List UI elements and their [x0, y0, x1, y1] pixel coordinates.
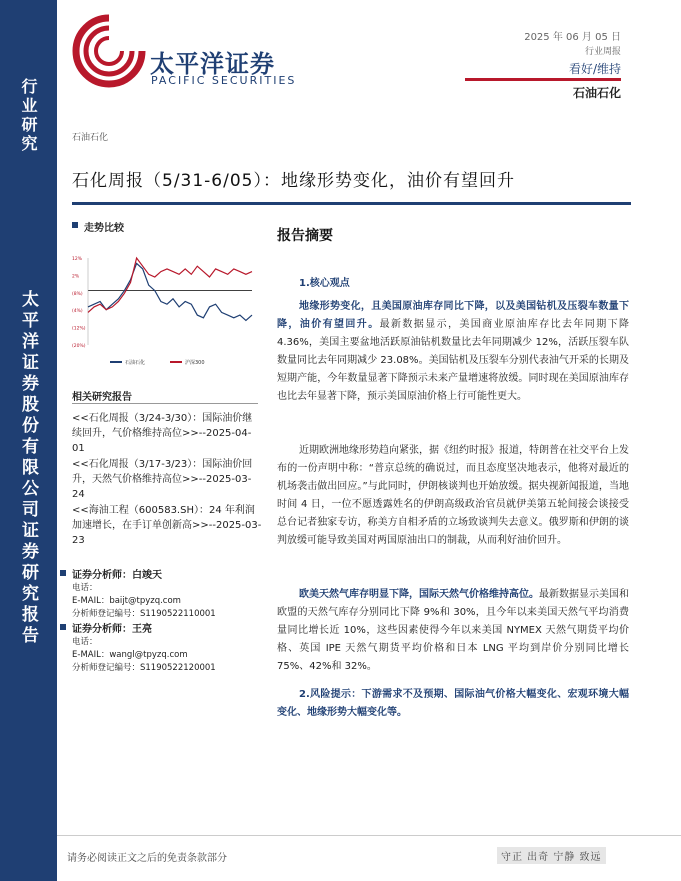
related-title: 相关研究报告 — [72, 392, 132, 403]
section-heading-1: 1.核心观点 — [299, 278, 350, 289]
analyst-1-email[interactable]: E-MAIL：baijt@tpyzq.com — [72, 596, 181, 606]
analyst-1-phone: 电话： — [72, 583, 98, 593]
footer-motto: 守正 出奇 宁静 致远 — [497, 847, 606, 864]
industry-label: 石油石化 — [572, 86, 621, 100]
paragraph-1-lead: 地缘形势变化，且美国原油库存同比下降，以及美国钻机及压裂车数量下降，油价有望回升。 — [277, 301, 629, 330]
chart-y-tick-label: (4%) — [72, 309, 83, 315]
analyst-1-reg: 分析师登记编号：S1190522110001 — [72, 609, 216, 619]
footer-divider — [57, 835, 681, 836]
chart-y-tick-label: (20%) — [72, 344, 86, 349]
paragraph-2: 近期欧洲地缘形势趋向紧张，据《纽约时报》报道，特朗普在社交平台上发布的一份声明中称：“普京总统的确说过，而且态度坚决地表示，他将对最近的机场袭击做出回应。”与此同时，伊朗核谈判也开始放缓。据央视新闻报道，当地时间 4 日，一位不愿透露姓名的伊朗高级政治官员就伊美第五轮间接会谈接受总台记者独家专访，称美方自相矛盾的立场致谈判失去意义。俄罗斯和伊朗的谈判放缓可能导致美国对两国原油出口的制裁，从而利好油价回升。 — [277, 445, 629, 546]
related-item-2[interactable]: <<石化周报（3/17-3/23）：国际油价回升，天然气价格维持高位>>--2025-03-24 — [72, 459, 253, 500]
paragraph-3-lead: 欧美天然气库存明显下降，国际天然气价格维持高位。 — [299, 589, 539, 600]
paragraph-1 — [277, 298, 629, 406]
chart-y-tick-label: (8%) — [72, 291, 83, 297]
related-divider — [72, 403, 258, 404]
chart-y-tick-label: (12%) — [72, 326, 86, 332]
summary-title: 报告摘要 — [277, 228, 333, 244]
analyst-2-reg: 分析师登记编号：S1190522120001 — [72, 663, 216, 673]
rating: 看好/维持 — [568, 62, 621, 76]
pacific-logo-icon — [72, 14, 146, 88]
analyst-2-phone: 电话： — [72, 637, 98, 647]
report-type: 行业周报 — [584, 47, 621, 57]
paragraph-3-body: 最新数据显示美国和欧盟的天然气库存分别同比下降 9%和 30%，且今年以来美国天然气平均消费量同比增长近 10%，这些因素使得今年以来美国 NYMEX 天然气期货平均价格、英国 IPE 天然气期货平均价格和日本 LNG 平均到岸价分别同比增长 75%、42%和 32%。 — [277, 589, 629, 672]
related-item-1[interactable]: <<石化周报（3/24-3/30）：国际油价继续回升，气价格维持高位>>--2025-04-01 — [72, 413, 253, 454]
sidebar-bottom-band — [0, 230, 57, 881]
logo-text-cn: 太平洋证券 — [150, 50, 275, 78]
analyst-2-title: 证券分析师：王亮 — [72, 624, 152, 635]
page-title: 石化周报（5/31-6/05）：地缘形势变化，油价有望回升 — [72, 171, 515, 191]
paragraph-3 — [277, 586, 629, 676]
paragraph-1-body: 最新数据显示，美国商业原油库存比去年同期下降 4.36%，美国主要盆地活跃原油钻机数量比去年同期减少 12%，活跃压裂车队数量同比去年同期减少 23.08%。美国钻机及压裂车分别代表油气开采的长期及短期产能，今年数量显著下降预示未来产量增速将放缓。同时现在美国原油库存也比去年显著下降，预示美国原油价格上行可能性更大。 — [277, 319, 630, 402]
footer-disclaimer[interactable]: 请务必阅读正文之后的免责条款部分 — [67, 853, 227, 864]
section-bullet-icon — [72, 222, 78, 228]
analyst-bullet-icon — [60, 624, 66, 630]
logo-text-en: PACIFIC SECURITIES — [151, 74, 297, 87]
analyst-1-title: 证券分析师：白竣天 — [72, 570, 162, 581]
chart-series-line-1 — [88, 263, 252, 320]
header-accent-line — [465, 78, 621, 81]
analyst-bullet-icon — [60, 570, 66, 576]
risk-warning: 2.风险提示：下游需求不及预期、国际油气价格大幅变化、宏观环境大幅变化、地缘形势大幅变化等。 — [277, 689, 629, 718]
related-item-3[interactable]: <<海油工程（600583.SH）：24 年利润加速增长，在手订单创新高>>--2025-03-23 — [72, 505, 262, 546]
analyst-2-email[interactable]: E-MAIL：wangl@tpyzq.com — [72, 650, 188, 660]
chart-y-tick-label: 12% — [72, 257, 83, 262]
trend-label: 走势比较 — [84, 223, 124, 234]
sidebar-top-band — [0, 0, 57, 230]
chart-legend-label: 石油石化 — [125, 360, 146, 366]
chart-legend-label: 沪深300 — [185, 360, 205, 366]
trend-chart — [70, 250, 260, 370]
chart-y-tick-label: 2% — [72, 274, 80, 280]
title-divider — [72, 202, 631, 205]
sidebar-company-label: 太平洋证券股份有限公司证券研究报告 — [18, 290, 38, 647]
sidebar-top-label: 行业研究 — [19, 78, 38, 154]
sector-label: 石油石化 — [72, 133, 109, 143]
report-date: 2025 年 06 月 05 日 — [524, 32, 621, 43]
